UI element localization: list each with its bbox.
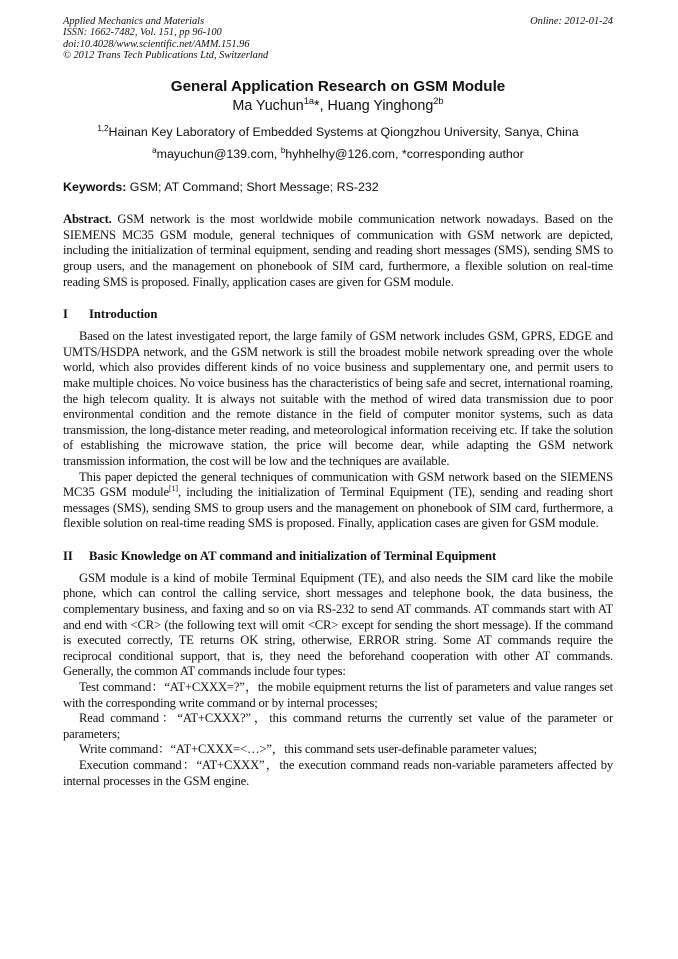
test-command-paragraph: Test command：“AT+CXXX=?”，the mobile equipment returns the list of parameters and value ranges set with the corresponding write command or by internal processes; [63,680,613,710]
section-2-title: Basic Knowledge on AT command and initialization of Terminal Equipment [89,548,497,563]
section-2-paragraph-1: GSM module is a kind of mobile Terminal Equipment (TE), and also needs the SIM card like the mobile phone, which can control the calling service, short messages and telephone book, the data business, the complementary business, and faxing and so on via RS-232 to send AT commands. AT commands start with AT and end with <CR> (the following text will omit <CR> except for sending the short message). If the command is executed correctly, TE returns OK string, otherwise, ERROR string. Some AT commands require the reciprocal conditional support, that is, they need the beforehand cooperation with other AT commands. Generally, the common AT commands include four types: [63,570,613,679]
section-2-heading [63,548,613,564]
paper-title: General Application Research on GSM Module [170,78,506,96]
affiliation-text: Hainan Key Laboratory of Embedded Systems at Qiongzhou University, Sanya, China [108,125,579,140]
keywords-label: Keywords: [63,180,127,195]
email-b: hyhhelhy@126.com, *corresponding author [285,147,524,162]
author-2: Huang Yinghong [327,98,434,115]
email-line [63,144,613,165]
execution-command-paragraph: Execution command：“AT+CXXX”，the execution command reads non-variable parameters affected by internal processes in the GSM engine. [63,758,613,788]
abstract-paragraph [63,212,613,290]
abstract-text: GSM network is the most worldwide mobile communication network nowadays. Based on the SIEMENS MC35 GSM module, general techniques of communication with GSM network are depicted, including the initialization of terminal equipment, sending and reading short messages (SMS), sending SMS to group users, and the management on phonebook of SIM card, furthermore, a flexible solution on real-time reading SMS is proposed. Finally, application cases are given for GSM module. [63,212,613,289]
paper-page [63,16,613,789]
email-b-sup: b [280,146,286,156]
corresponding-mark: *, [314,98,328,115]
email-a-sup: a [152,146,157,156]
journal-header [63,16,613,61]
citation-ref: [1] [168,483,178,493]
write-command-paragraph: Write command：“AT+CXXX=<…>”，this command sets user-definable parameter values; [79,742,537,757]
section-1-paragraph-2 [63,470,613,532]
doi-line: doi:10.4028/www.scientific.net/AMM.151.96 [63,38,250,50]
section-1-number: I [63,307,68,322]
affiliation-sup: 1,2 [97,124,109,134]
read-command-paragraph: Read command：“AT+CXXX?”，this command returns the currently set value of the parameter or parameters; [63,711,613,741]
keywords-line [63,179,613,195]
online-date: Online: 2012-01-24 [530,16,613,27]
journal-name: Applied Mechanics and Materials [63,16,205,27]
author-2-affil-sup: 2b [433,96,444,107]
abstract-label: Abstract. [63,212,112,227]
affiliation-line [63,122,613,142]
keywords-text: GSM; AT Command; Short Message; RS-232 [126,180,379,195]
author-line [63,96,613,117]
email-a: mayuchun@139.com, [156,147,281,162]
copyright-line: © 2012 Trans Tech Publications Ltd, Switzerland [63,49,269,61]
section-1-paragraph-1: Based on the latest investigated report, the large family of GSM network includes GSM, GPRS, EDGE and UMTS/HSDPA network, and the GSM network is still the broadest mobile network spreading over the whole world, which also provides different kinds of no voice business and supplementary one, and permit users to make multiple choices. No voice business has the characteristics of being safe and secret, international roaming, the high telecom quality. It is always not suitable with the method of wired data transmission due to poor environmental condition and the remote distance in the field of computer monitor systems, such as data transmission, the long-distance meter reading, and meteorological information receiving etc. If take the solution of establishing the microwave station, the price will become dear, while adapting the GSM network transmission information, the cost will be low and the techniques are available. [63,329,613,468]
section-1-heading [63,306,613,322]
author-1-affil-sup: 1a [303,96,315,107]
section-1-title: Introduction [89,307,158,322]
issn-line: ISSN: 1662-7482, Vol. 151, pp 96-100 [63,27,222,39]
section-1-p2-text-a: This paper depicted the general techniques of communication with GSM network based on the SIEMENS MC35 GSM module [63,469,613,500]
section-2-number: II [63,548,73,563]
section-1-p2-text-b: , including the initialization of Terminal Equipment (TE), sending and reading short messages (SMS), sending SMS to group users and the management on phonebook of SIM card, furthermore, a flexible solution on real-time reading SMS is proposed. Finally, application cases are given for GSM module. [63,485,613,531]
author-1: Ma Yuchun [232,98,304,115]
